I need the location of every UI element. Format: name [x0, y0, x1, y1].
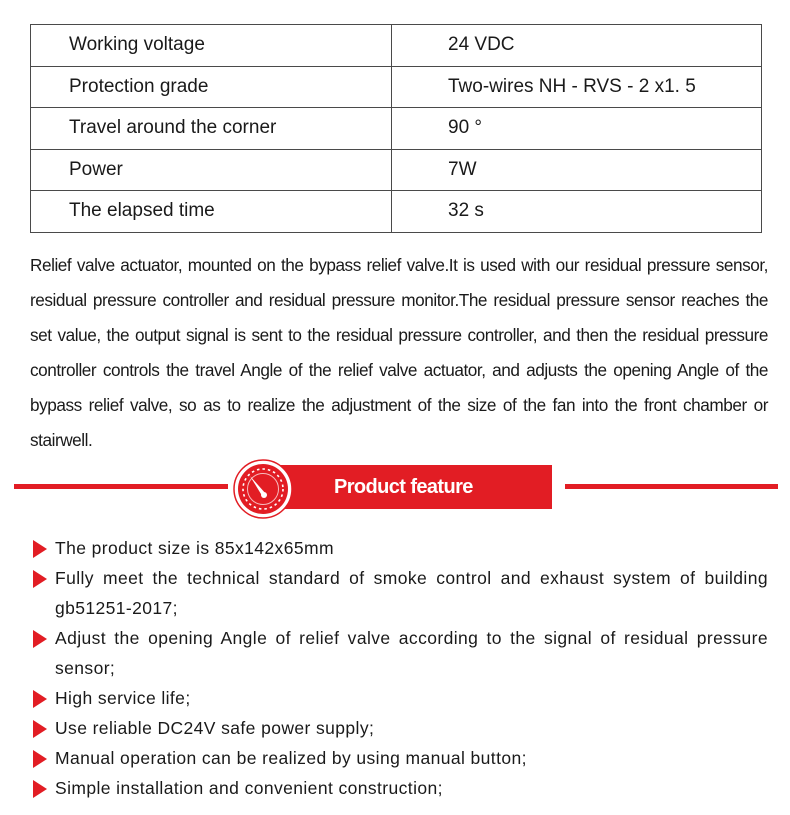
spec-row [31, 66, 762, 108]
feature-text: High service life; [55, 688, 191, 708]
product-description: Relief valve actuator, mounted on the bypass relief valve.It is used with our residual pressure sensor, residual pressure controller and residual pressure monitor.The residual pressure sensor reaches the set value, the output signal is sent to the residual pressure controller, and then the residual pressure controller controls the travel Angle of the relief valve actuator, and adjusts the opening Angle of the bypass relief valve, so as to realize the adjustment of the size of the fan into the front chamber or stairwell. [30, 255, 768, 450]
list-item [30, 743, 768, 773]
bullet-arrow-icon [33, 630, 47, 648]
list-item [30, 563, 768, 623]
feature-text: Manual operation can be realized by using manual button; [55, 748, 527, 768]
spec-value: 7W [392, 149, 762, 191]
bullet-arrow-icon [33, 570, 47, 588]
spec-value: 24 VDC [392, 25, 762, 67]
divider-left [14, 484, 228, 489]
section-banner [0, 460, 790, 516]
feature-list [30, 533, 768, 803]
spec-label: Travel around the corner [31, 108, 392, 150]
feature-text: Adjust the opening Angle of relief valve according to the signal of residual pressure sensor; [55, 628, 768, 678]
spec-label: Protection grade [31, 66, 392, 108]
feature-text: The product size is 85x142x65mm [55, 538, 334, 558]
feature-text: Simple installation and convenient construction; [55, 778, 443, 798]
list-item [30, 773, 768, 803]
divider-right [565, 484, 778, 489]
feature-text: Use reliable DC24V safe power supply; [55, 718, 375, 738]
spec-value: 90 ° [392, 108, 762, 150]
bullet-arrow-icon [33, 690, 47, 708]
spec-label: Working voltage [31, 25, 392, 67]
spec-value: 32 s [392, 191, 762, 233]
bullet-arrow-icon [33, 540, 47, 558]
section-title-box [262, 465, 552, 509]
spec-label: The elapsed time [31, 191, 392, 233]
spec-row [31, 149, 762, 191]
list-item [30, 623, 768, 683]
spec-label: Power [31, 149, 392, 191]
list-item [30, 533, 768, 563]
spec-table [30, 24, 762, 233]
spec-value: Two-wires NH - RVS - 2 x1. 5 [392, 66, 762, 108]
bullet-arrow-icon [33, 780, 47, 798]
list-item [30, 683, 768, 713]
bullet-arrow-icon [33, 750, 47, 768]
bullet-arrow-icon [33, 720, 47, 738]
spec-row [31, 108, 762, 150]
spec-row [31, 191, 762, 233]
list-item [30, 713, 768, 743]
feature-text: Fully meet the technical standard of smoke control and exhaust system of building gb51251-2017; [55, 568, 768, 618]
spec-row [31, 25, 762, 67]
gauge-icon [228, 458, 298, 520]
section-title: Product feature [334, 475, 473, 498]
